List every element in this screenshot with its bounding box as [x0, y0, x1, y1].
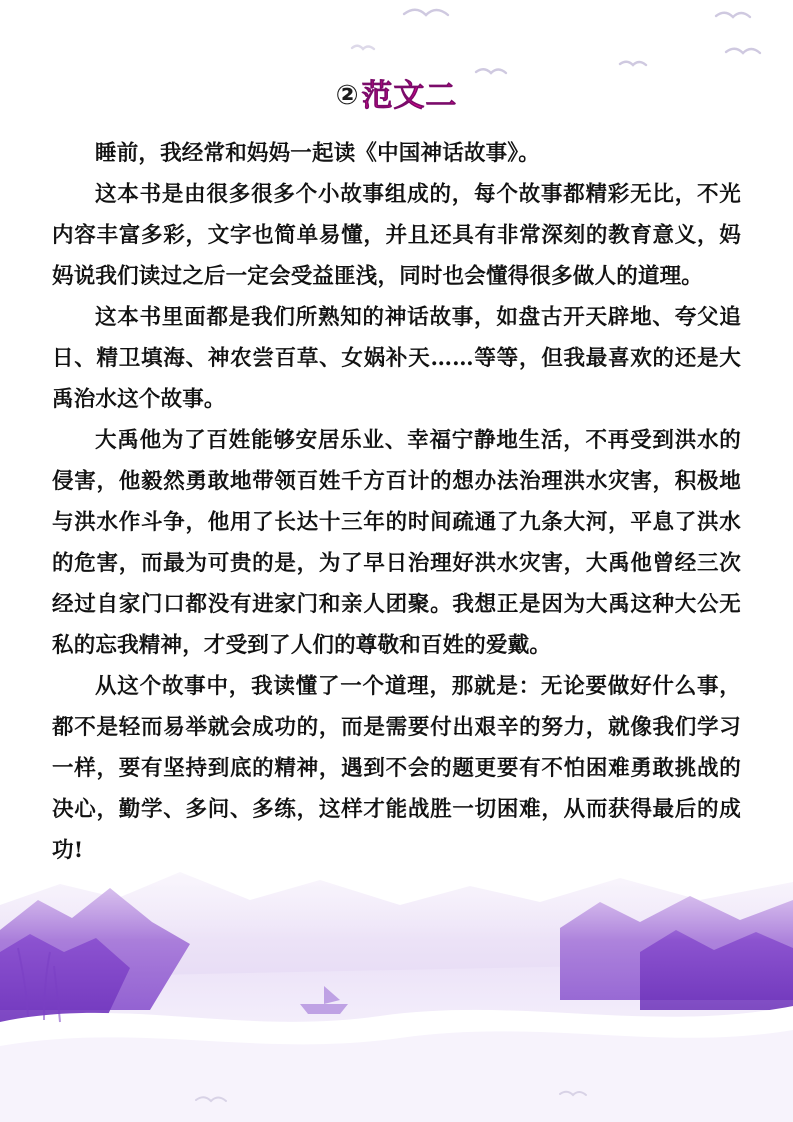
paragraph-3: 这本书里面都是我们所熟知的神话故事，如盘古开天辟地、夸父追日、精卫填海、神农尝百草、女娲补天……等等，但我最喜欢的还是大禹治水这个故事。: [52, 305, 741, 413]
paragraph-4: 大禹他为了百姓能够安居乐业、幸福宁静地生活，不再受到洪水的侵害，他毅然勇敢地带领百姓千方百计的想办法治理洪水灾害，积极地与洪水作斗争，他用了长达十三年的时间疏通了九条大河，平息了洪水的危害，而最为可贵的是，为了早日治理好洪水灾害，大禹他曾经三次经过自家门口都没有进家门和亲人团聚。我想正是因为大禹这种大公无私的忘我精神，才受到了人们的尊敬和百姓的爱戴。: [52, 428, 741, 659]
title-text: 范文二: [361, 78, 458, 114]
essay-body: [52, 133, 741, 871]
paragraph-2: 这本书是由很多很多个小故事组成的，每个故事都精彩无比，不光内容丰富多彩，文字也简单易懂，并且还具有非常深刻的教育意义，妈妈说我们读过之后一定会受益匪浅，同时也会懂得很多做人的道理。: [52, 182, 741, 290]
title-number: ②: [335, 80, 360, 111]
page-title: [52, 78, 741, 115]
paragraph-1: 睡前，我经常和妈妈一起读《中国神话故事》。: [95, 141, 540, 167]
paragraph-5: 从这个故事中，我读懂了一个道理，那就是：无论要做好什么事，都不是轻而易举就会成功的，而是需要付出艰辛的努力，就像我们学习一样，要有坚持到底的精神，遇到不会的题更要有不怕困难勇敢挑战的决心，勤学、多问、多练，这样才能战胜一切困难，从而获得最后的成功!: [52, 674, 741, 864]
